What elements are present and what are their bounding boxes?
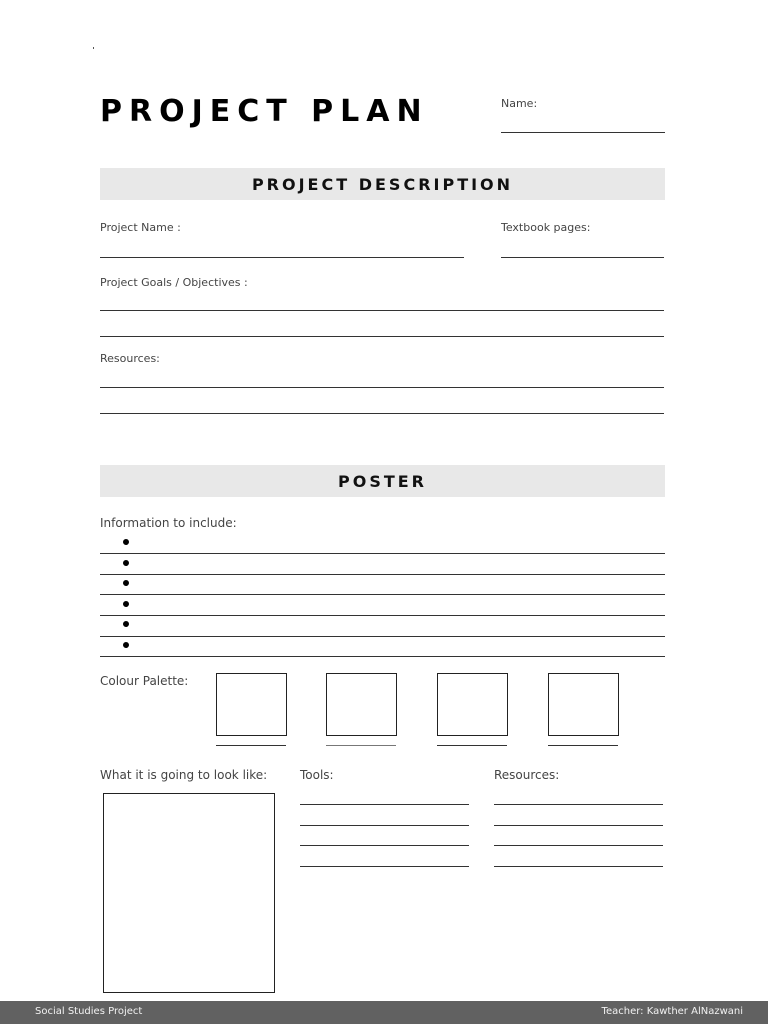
description-resources-line[interactable] bbox=[100, 413, 664, 414]
sketch-box[interactable] bbox=[103, 793, 275, 993]
swatch-name-line[interactable] bbox=[216, 745, 286, 746]
project-name-line[interactable] bbox=[100, 257, 464, 258]
info-line[interactable] bbox=[100, 574, 665, 575]
colour-swatch-box[interactable] bbox=[326, 673, 397, 736]
swatch-name-line[interactable] bbox=[326, 745, 396, 746]
footer-teacher-label: Teacher: Kawther AlNazwani bbox=[601, 1006, 743, 1017]
page-title: PROJECT PLAN bbox=[100, 94, 429, 129]
poster-resources-line[interactable] bbox=[494, 825, 663, 826]
description-resources-label: Resources: bbox=[100, 352, 160, 365]
goals-line[interactable] bbox=[100, 310, 664, 311]
info-line[interactable] bbox=[100, 636, 665, 637]
name-line[interactable] bbox=[501, 132, 665, 133]
bullet-point bbox=[123, 601, 129, 607]
info-line[interactable] bbox=[100, 656, 665, 657]
stray-mark bbox=[93, 47, 94, 49]
info-line[interactable] bbox=[100, 594, 665, 595]
poster-resources-line[interactable] bbox=[494, 804, 663, 805]
bullet-point bbox=[123, 580, 129, 586]
textbook-pages-label: Textbook pages: bbox=[501, 221, 591, 234]
tools-line[interactable] bbox=[300, 804, 469, 805]
bullet-point bbox=[123, 539, 129, 545]
description-resources-line[interactable] bbox=[100, 387, 664, 388]
swatch-name-line[interactable] bbox=[437, 745, 507, 746]
colour-swatch-box[interactable] bbox=[437, 673, 508, 736]
info-line[interactable] bbox=[100, 615, 665, 616]
poster-resources-line[interactable] bbox=[494, 845, 663, 846]
poster-heading: POSTER bbox=[100, 465, 665, 497]
info-to-include-label: Information to include: bbox=[100, 516, 237, 530]
swatch-name-line[interactable] bbox=[548, 745, 618, 746]
bullet-point bbox=[123, 560, 129, 566]
colour-swatch-box[interactable] bbox=[548, 673, 619, 736]
look-label: What it is going to look like: bbox=[100, 768, 268, 782]
poster-resources-line[interactable] bbox=[494, 866, 663, 867]
textbook-pages-line[interactable] bbox=[501, 257, 664, 258]
tools-line[interactable] bbox=[300, 825, 469, 826]
project-description-heading: PROJECT DESCRIPTION bbox=[100, 168, 665, 200]
footer-bar bbox=[0, 1001, 768, 1024]
colour-swatch-box[interactable] bbox=[216, 673, 287, 736]
project-name-label: Project Name : bbox=[100, 221, 181, 234]
bullet-point bbox=[123, 642, 129, 648]
colour-palette-label: Colour Palette: bbox=[100, 674, 189, 688]
tools-line[interactable] bbox=[300, 866, 469, 867]
footer-project-label: Social Studies Project bbox=[35, 1006, 143, 1017]
poster-resources-label: Resources: bbox=[494, 768, 560, 782]
bullet-point bbox=[123, 621, 129, 627]
info-line[interactable] bbox=[100, 553, 665, 554]
tools-label: Tools: bbox=[300, 768, 334, 782]
tools-line[interactable] bbox=[300, 845, 469, 846]
goals-line[interactable] bbox=[100, 336, 664, 337]
goals-label: Project Goals / Objectives : bbox=[100, 276, 248, 289]
name-label: Name: bbox=[501, 97, 538, 110]
